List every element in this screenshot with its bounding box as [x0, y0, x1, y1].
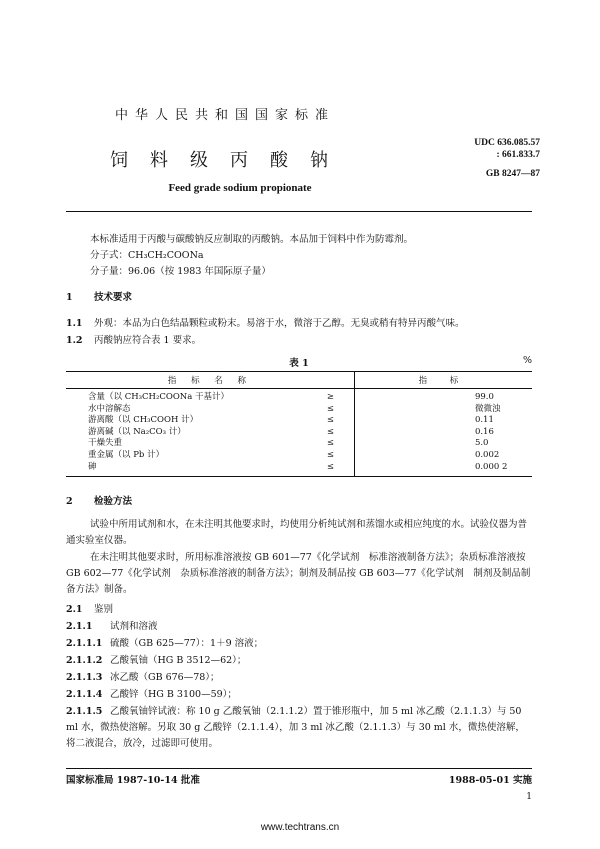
table-row [66, 427, 532, 439]
spec-name: 水中溶解态 [88, 403, 131, 414]
header-divider [66, 211, 532, 212]
column-header-name: 指 标 名 称 [66, 372, 354, 389]
udc-line-1: UDC 636.085.57 [474, 138, 540, 148]
approval-date: 国家标准局 1987-10-14 批准 [66, 775, 200, 786]
spec-name: 游离碱（以 Na₂CO₃ 计） [88, 426, 186, 437]
clause-text: 试剂和溶液 [110, 621, 158, 632]
gb-number: GB 8247—87 [485, 169, 540, 179]
spec-value: 0.11 [474, 415, 494, 426]
spec-operator: ≥ [313, 389, 355, 404]
document-title-en: Feed grade sodium propionate [168, 182, 312, 194]
scope-paragraph: 本标准适用于丙酸与碳酸钠反应制取的丙酸钠。本品加于饲料中作为防霉剂。 [90, 234, 414, 245]
clause-2-1 [66, 602, 532, 617]
clause-2-1-1 [66, 619, 532, 634]
spec-value: 5.0 [474, 438, 489, 449]
spec-value: 微微浊 [474, 403, 501, 414]
clause-text: 鉴别 [94, 604, 114, 615]
clause-number: 2.1 [66, 604, 83, 615]
molecular-formula [66, 248, 532, 264]
website-watermark: www.techtrans.cn [260, 822, 340, 833]
reagent-item [66, 687, 532, 702]
clause-number: 2.1.1.5 [66, 706, 103, 717]
spec-operator: ≤ [313, 404, 355, 416]
effective-date: 1988-05-01 实施 [448, 775, 532, 786]
spec-name: 游离酸（以 CH₃COOH 计） [88, 415, 199, 426]
table-1-title: 表 1 [289, 358, 309, 369]
reagent-item [66, 653, 532, 668]
table-row [66, 462, 532, 477]
spec-operator: ≤ [313, 415, 355, 427]
spec-operator: ≤ [313, 450, 355, 462]
clause-text: 乙酸氧铀锌试液：称 10 g 乙酸氧铀（2.1.1.2）置于锥形瓶中，加 5 ml 冰乙酸（2.1.1.3）与 50 ml 水，微热使溶解。另取 30 g 乙酸锌（2.1.1.4），加 3 ml 冰乙酸（2.1.1.3）与 30 ml 水，微热使溶解，将二液混合，放冷，过滤即可使用。 [66, 706, 525, 749]
footer-divider [66, 768, 532, 769]
general-requirements-paragraph: 试验中所用试剂和水，在未注明其他要求时，均使用分析纯试剂和蒸馏水或相应纯度的水。试验仪器为普通实验室仪器。 [66, 519, 528, 546]
clause-text: 外观：本品为白色结晶颗粒或粉末。易溶于水，微溶于乙醇。无臭或稍有特异丙酸气味。 [94, 318, 465, 329]
udc-line-2: : 661.833.7 [496, 150, 540, 160]
specification-table [66, 371, 532, 477]
page-number: 1 [526, 792, 532, 802]
clause-text: 乙酸锌（HG B 3100—59）； [110, 689, 237, 700]
section-2-heading [66, 494, 532, 509]
standard-solutions-paragraph: 在未注明其他要求时，所用标准溶液按 GB 601—77《化学试剂 标准溶液制备方法》；杂质标准溶液按 GB 602—77《化学试剂 杂质标准溶液的制备方法》；制剂及制品按 GB 603—77《化学试剂 制剂及制品制备方法》制备。 [66, 552, 531, 595]
molecular-weight: 分子量：96.06（按 1983 年国际原子量） [90, 266, 271, 277]
spec-value: 0.002 [474, 449, 500, 460]
table-row [66, 450, 532, 462]
spec-name: 含量（以 CH₃CH₂COONa 干基计） [88, 392, 229, 402]
spec-operator: ≤ [313, 427, 355, 439]
udc-code [474, 137, 540, 161]
table-header-row [66, 372, 532, 389]
section-1-number: 1 [66, 292, 73, 303]
clause-1-2 [66, 333, 532, 348]
section-1-title: 技术要求 [94, 292, 133, 303]
table-1-unit: % [522, 355, 532, 366]
clause-number: 2.1.1 [66, 621, 93, 632]
clause-number: 1.1 [66, 318, 83, 329]
clause-text: 冰乙酸（GB 676—78）； [110, 672, 220, 683]
table-row [66, 415, 532, 427]
section-1-heading [66, 290, 532, 305]
spec-operator: ≤ [313, 438, 355, 450]
column-header-value: 指 标 [354, 372, 532, 389]
document-title-cn: 饲料级丙酸钠 [110, 150, 350, 171]
table-row [66, 438, 532, 450]
clause-text: 乙酸氧铀（HG B 3512—62）； [110, 655, 247, 666]
clause-text: 硫酸（GB 625—77）：1＋9 溶液； [110, 638, 264, 649]
reagent-item-2-1-1-5 [66, 704, 532, 752]
spec-name: 干燥失重 [88, 438, 123, 449]
section-2-title: 检验方法 [94, 496, 133, 507]
nation-standard-heading: 中华人民共和国国家标准 [114, 108, 335, 123]
spec-name: 砷 [66, 462, 313, 477]
spec-name: 重金属（以 Pb 计） [88, 449, 165, 460]
clause-1-1 [66, 316, 532, 331]
section-2-number: 2 [66, 496, 73, 507]
spec-operator: ≤ [313, 462, 355, 477]
clause-number: 2.1.1.2 [66, 655, 103, 666]
table-row [66, 389, 532, 404]
clause-number: 2.1.1.3 [66, 672, 103, 683]
formula-value: CH₃CH₂COONa [128, 250, 204, 261]
reagent-item [66, 636, 532, 651]
spec-value: 0.000 2 [354, 462, 532, 477]
clause-number: 1.2 [66, 335, 83, 346]
table-row [66, 404, 532, 416]
spec-value: 0.16 [474, 426, 494, 437]
clause-text: 丙酸钠应符合表 1 要求。 [94, 335, 202, 346]
spec-value: 99.0 [474, 392, 494, 402]
clause-number: 2.1.1.4 [66, 689, 103, 700]
reagent-item [66, 670, 532, 685]
clause-number: 2.1.1.1 [66, 638, 103, 649]
formula-label: 分子式： [90, 250, 129, 261]
